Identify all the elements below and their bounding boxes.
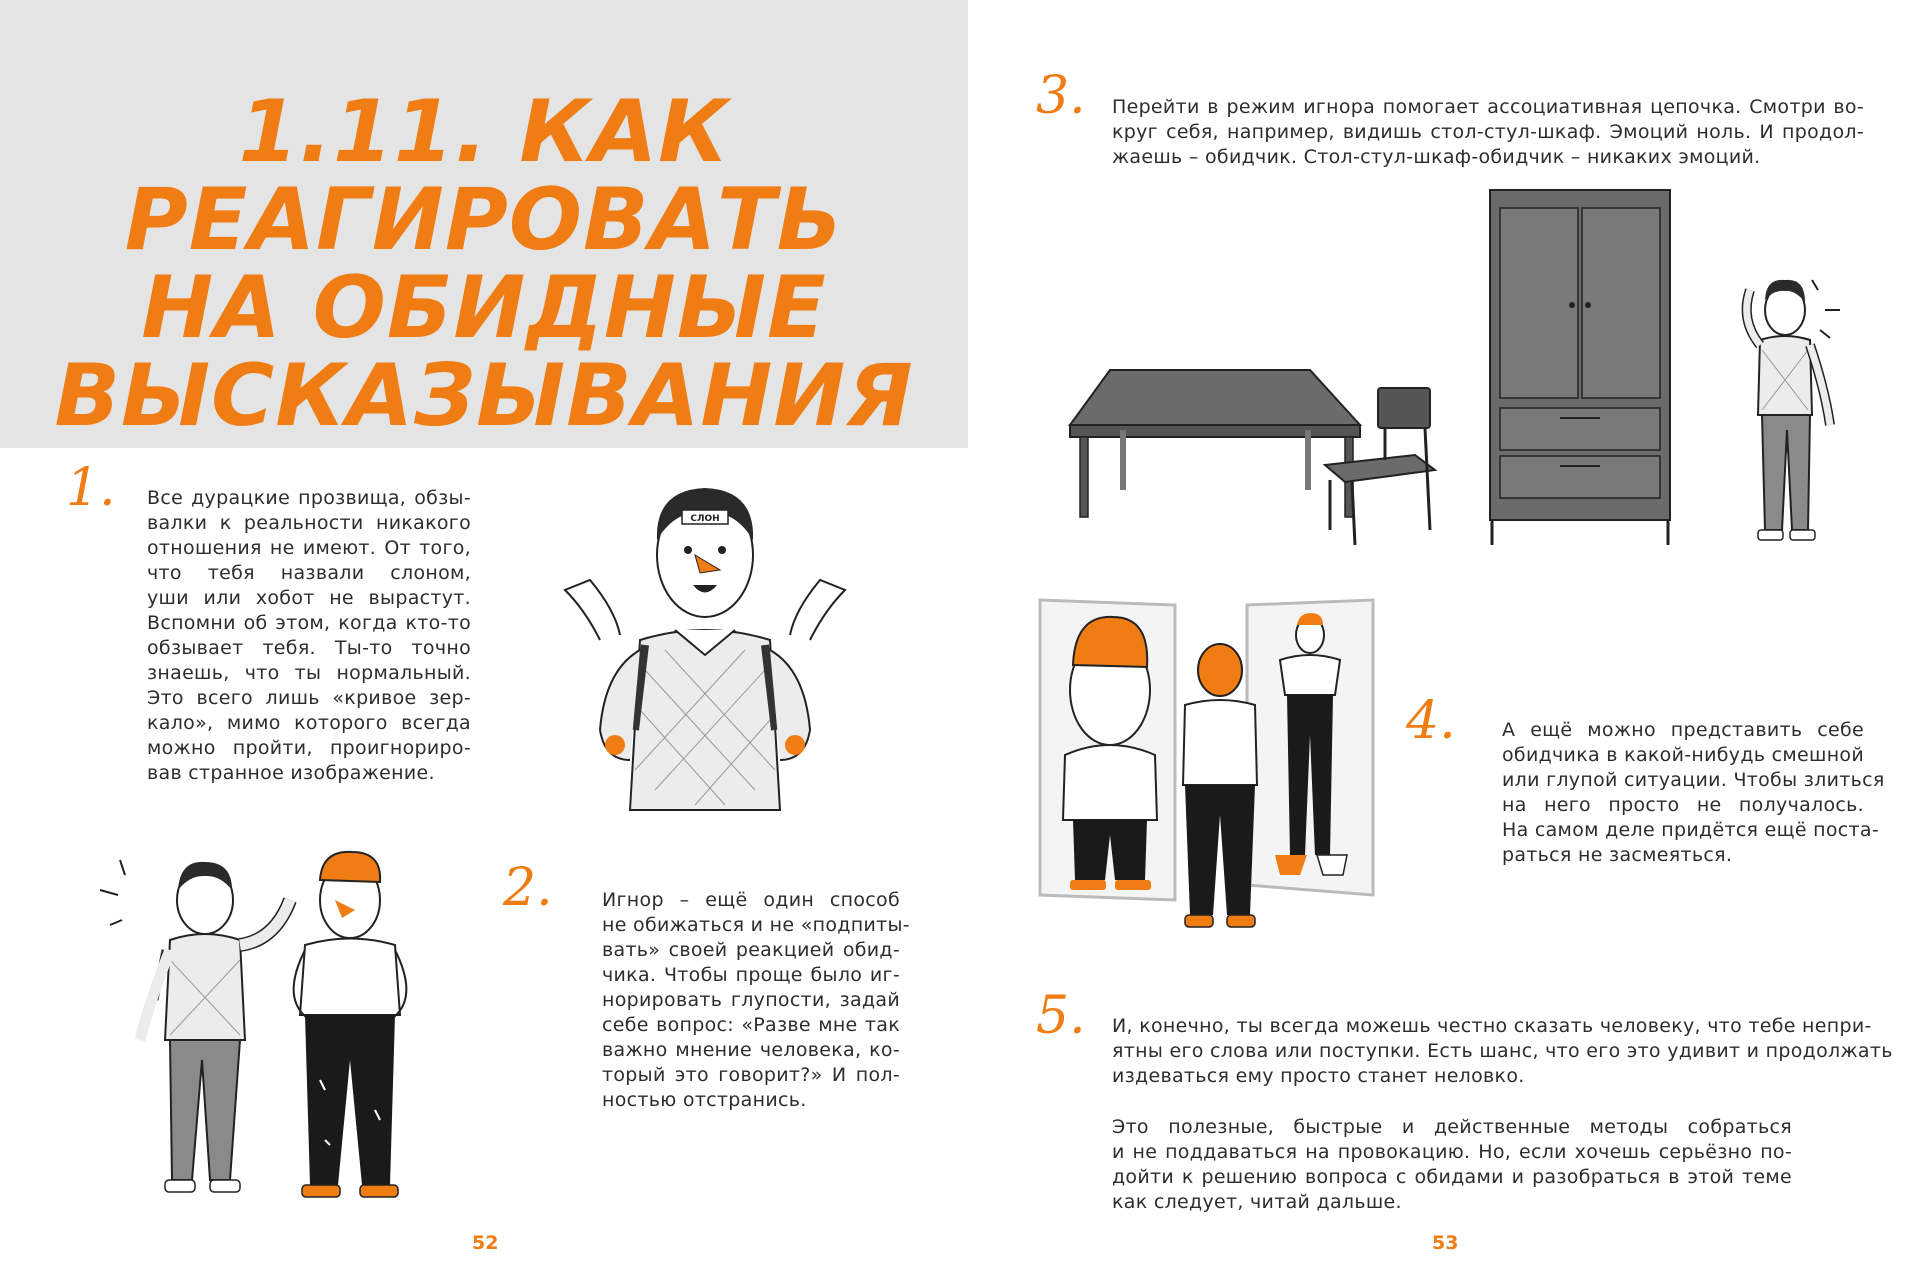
text-line: не обижаться и не «подпиты- xyxy=(602,914,910,936)
text-line: Перейти в режим игнора помогает ассоциативная цепочка. Смотри во- xyxy=(1112,96,1864,118)
text-line: Игнор – ещё один способ xyxy=(602,889,900,911)
text-line: знаешь, что ты нормальный. xyxy=(147,662,471,684)
text-line: норировать глупости, задай xyxy=(602,989,900,1011)
text-line: вать» своей реакцией обид- xyxy=(602,939,900,961)
wardrobe-drawing xyxy=(1490,190,1670,545)
text-line: На самом деле придётся ещё поста- xyxy=(1502,819,1880,841)
furniture-illustration xyxy=(1060,190,1860,550)
boy-shrugging-illustration xyxy=(555,470,855,815)
section-number-3: 3. xyxy=(1036,66,1086,126)
text-line: и не поддаваться на провокацию. Но, если хочешь серьёзно по- xyxy=(1112,1141,1792,1163)
title-line: НА ОБИДНЫЕ xyxy=(141,258,827,358)
text-line: И, конечно, ты всегда можешь честно сказать человеку, что тебе непри- xyxy=(1112,1015,1872,1037)
title-line: ВЫСКАЗЫВАНИЯ xyxy=(54,346,914,446)
page-number-left: 52 xyxy=(472,1232,499,1254)
text-line: кало», мимо которого всегда xyxy=(147,712,471,734)
section-2-text xyxy=(602,888,910,1113)
text-line: круг себя, например, видишь стол-стул-шкаф. Эмоций ноль. И продол- xyxy=(1112,121,1864,143)
section-number-4: 4. xyxy=(1406,691,1456,751)
text-line: дойти к решению вопроса с обидами и разобраться в этой теме xyxy=(1112,1166,1792,1188)
mirrors-illustration xyxy=(1035,595,1385,935)
text-line: Все дурацкие прозвища, обзы- xyxy=(147,487,471,509)
title-line: РЕАГИРОВАТЬ xyxy=(124,170,844,270)
text-line: ностью отстранись. xyxy=(602,1089,807,1111)
table-drawing xyxy=(1070,370,1360,517)
two-boys-illustration xyxy=(110,840,470,1210)
text-line: отношения не имеют. От того, xyxy=(147,537,471,559)
text-line: что тебя назвали слоном, xyxy=(147,562,471,584)
boy-pointing xyxy=(100,860,290,1192)
text-line: на него просто не получалось. xyxy=(1502,794,1864,816)
text-line: Вспомни об этом, когда кто-то xyxy=(147,612,471,634)
badge-text: СЛОН xyxy=(690,514,720,524)
text-line: уши или хобот не вырастут. xyxy=(147,587,471,609)
section-number-2: 2. xyxy=(503,858,553,918)
text-line: ятны его слова или поступки. Есть шанс, что его это удивит и продолжать xyxy=(1112,1040,1893,1062)
text-line: можно пройти, проигнориро- xyxy=(147,737,471,759)
text-line: валки к реальности никакого xyxy=(147,512,471,534)
title-line: 1.11. КАК xyxy=(238,82,730,182)
text-line: обзывает тебя. Ты-то точно xyxy=(147,637,471,659)
title-block xyxy=(0,0,968,448)
boy-standing xyxy=(1747,280,1840,540)
section-3-text xyxy=(1112,95,1864,170)
chapter-title xyxy=(0,82,968,446)
text-line: жаешь – обидчик. Стол-стул-шкаф-обидчик – никаких эмоций. xyxy=(1112,146,1761,168)
text-line: важно мнение человека, ко- xyxy=(602,1039,900,1061)
section-number-1: 1. xyxy=(66,458,116,518)
text-line: издеваться ему просто станет неловко. xyxy=(1112,1065,1525,1087)
conclusion-text xyxy=(1112,1115,1792,1215)
text-line: вав странное изображение. xyxy=(147,762,435,784)
section-5-text xyxy=(1112,1014,1893,1089)
text-line: или глупой ситуации. Чтобы злиться xyxy=(1502,769,1885,791)
text-line: чика. Чтобы проще было иг- xyxy=(602,964,900,986)
boy-with-cap xyxy=(294,852,407,1197)
text-line: Это всего лишь «кривое зер- xyxy=(147,687,471,709)
section-1-text xyxy=(147,486,471,786)
page-number-right: 53 xyxy=(1432,1232,1459,1254)
section-4-text xyxy=(1502,718,1885,868)
text-line: раться не засмеяться. xyxy=(1502,844,1733,866)
section-number-5: 5. xyxy=(1036,986,1086,1046)
text-line: Это полезные, быстрые и действенные методы собраться xyxy=(1112,1116,1792,1138)
text-line: как следует, читай дальше. xyxy=(1112,1191,1402,1213)
text-line: А ещё можно представить себе xyxy=(1502,719,1864,741)
text-line: себе вопрос: «Разве мне так xyxy=(602,1014,900,1036)
text-line: торый это говорит?» И пол- xyxy=(602,1064,900,1086)
text-line: обидчика в какой-нибудь смешной xyxy=(1502,744,1864,766)
